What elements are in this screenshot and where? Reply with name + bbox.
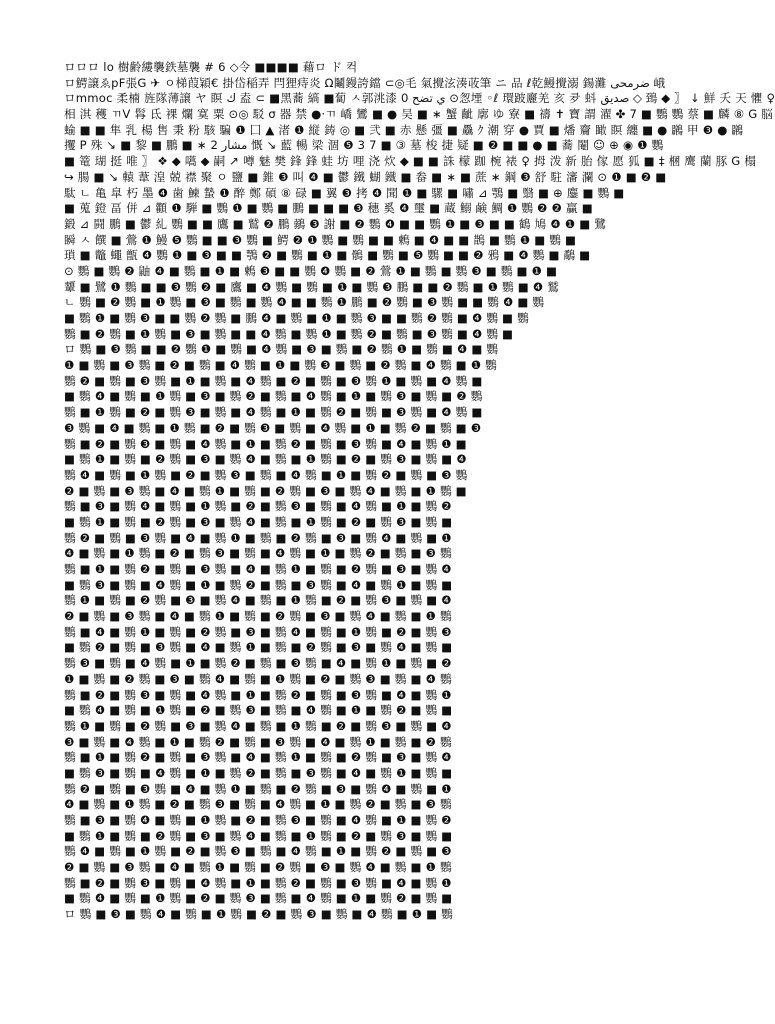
text-line: 鸚 ❷ ■ 鸚 ■ ❸ 鸚 ■ ❹ ■ 鸚 ❶ ■ 鸚 ■ ❷ 鸚 ■ ❸ ■ 鸚 ❹ ■ 鸚 ■ ❶ — [64, 530, 452, 545]
text-line: 鸚 ■ ❶ ■ 鸚 ❷ ■ 鸚 ■ ❸ 鸚 ■ ❹ ■ 鸚 ❶ ■ 鸚 ■ ❷ 鸚 ■ ❸ ■ 鸚 ❹ — [64, 562, 452, 576]
text-line: ロロロ lo 樹齢縷襲鉄墓襲 # 6 ◇令 ■■■■ 藉ロ ド 컥 — [64, 60, 358, 74]
text-line: ■ 鸚 ❹ ■ 鸚 ■ ❶ 鸚 ■ ❷ ■ 鸚 ❸ ■ 鸚 ■ ❹ 鸚 ■ ❶ ■ 鸚 ❷ ■ 鸚 ■ — [64, 703, 453, 718]
text-line: 鸚 ■ ❸ ■ 鸚 ❹ ■ 鸚 ■ ❶ 鸚 ■ ❷ ■ 鸚 ❸ ■ 鸚 ■ ❹ 鸚 ■ ❶ ■ 鸚 ❷ — [64, 499, 452, 514]
text-line: 鸚 ■ ❶ ■ 鸚 ❷ ■ 鸚 ■ ❸ 鸚 ■ ❹ ■ 鸚 ❶ ■ 鸚 ■ ❷ 鸚 ■ ❸ ■ 鸚 ❹ — [64, 750, 452, 765]
text-line: 鸚 ■ ❷ 鸚 ■ ❶ 鸚 ■ ❸ ■ 鸚 ■ ■ ❹ 鸚 ■ 鸚 ❶ ■ 鸚 ❷ ■ 鸚 ■ ❸ 鸚 ■ ❹ 鸚 ■ — [64, 326, 514, 341]
text-line: 瞬 ㅅ 饌 ■ 鶯 ❶ 鰻 ❺ 鸚 ■ ■ ❸ 鸚 ■ 鰐 ❷ ❶ 鸚 ■ 鸚 ■ ■ 鶫 ■ ❹ ■ ■ 鵲 ■ 鸚 ❶ ■ 鸚 ■ — [64, 232, 577, 247]
text-line: ■ 鸚 ❸ ■ 鸚 ■ ❹ 鸚 ■ ❶ ■ 鸚 ❷ ■ 鸚 ■ ❸ 鸚 ■ ❹ ■ 鸚 ❶ ■ 鸚 ■ — [64, 577, 453, 592]
text-line: ロ 鸚 ■ ❸ ■ 鸚 ❹ ■ 鸚 ■ ❶ 鸚 ■ ❷ ■ 鸚 ❸ ■ 鸚 ■ ❹ 鸚 ■ ❶ ■ 鸚 — [64, 907, 453, 922]
text-line: ❸ ■ 鸚 ■ ❹ 鸚 ■ ❶ ■ 鸚 ❷ ■ 鸚 ■ ❸ 鸚 ■ ❹ ■ 鸚 ❶ ■ 鸚 ■ ❷ 鸚 — [64, 734, 452, 749]
text-line: 鸚 ❹ ■ 鸚 ■ ❶ 鸚 ■ ❷ ■ 鸚 ❸ ■ 鸚 ■ ❹ 鸚 ■ ❶ ■ 鸚 ❷ ■ 鸚 ■ ❸ — [64, 844, 452, 859]
text-line: ❹ ■ 鸚 ■ ❶ 鸚 ■ ❷ ■ 鸚 ❸ ■ 鸚 ■ ❹ 鸚 ■ ❶ ■ 鸚 ❷ ■ 鸚 ■ ❸ 鸚 — [64, 546, 452, 561]
text-line: 瑣 ■ 鼈 蠅 甑 ❹ 鸚 ❶ ■ ❸ ■ ■ 鶚 ❷ ■ 鸚 ■ ❶ ■ 鶻 ■ 鸚 ■ ❺ 鸚 ■ ■ ❷ 鴉 ■ ❹ 鸚 ■ 鷸 ■ — [64, 248, 591, 263]
text-line: ■ 蒐 鐙 畐 併 ⊿ 顴 ❶ 騨 ■ 鸚 ❶ ■ 鸚 ■ 鵬 ■ ■ ■ ❸ 穗 奚 ❹ 璽 ■ 蔵 鰯 鹸 鯛 ❶ 鸚 ❷ ❷ 贏 ■ — [64, 201, 593, 216]
garbled-text-block — [64, 60, 775, 922]
text-line: 駄 ㄴ 亀 皐 朽 墨 ❹ 歯 鰊 蟄 ❶ 醉 鄭 碩 ⑧ 碌 ■ 翼 ❸ 拷 ❹ 聞 ❶ ■ 騾 ■ 嘯 ⊿ 鶚 ■ 翳 ■ ⊕ 鏖 ■ 鸚 ■ — [64, 185, 625, 200]
text-line: ↪ 腸 ■ ↘ 轅 葦 湟 兢 襟 聚 ㅇ 鹽 ■ 錐 ❸ 叫 ❹ ■ 鬱 鐵 蝴 鐵 ■ 畚 ■ ∗ ■ 蔗 ∗ 鋼 ❸ 舒 駐 瀋 瀾 ⊙ ❶ ■ ❷ ■ — [64, 169, 667, 184]
text-line: ❸ 鸚 ■ ❹ ■ 鸚 ■ ❶ 鸚 ■ ❷ ■ 鸚 ❸ ■ 鸚 ■ ❹ 鸚 ■ ❶ ■ 鸚 ❷ ■ 鸚 ■ ❸ — [64, 420, 482, 435]
text-line: ■ 鸚 ❹ ■ 鸚 ■ ❶ 鸚 ■ ❷ ■ 鸚 ❸ ■ 鸚 ■ ❹ 鸚 ■ ❶ ■ 鸚 ❷ ■ 鸚 ■ — [64, 891, 453, 906]
text-line: ㄴ 鸚 ■ ❷ 鸚 ■ ❶ 鸚 ■ ❸ ■ 鸚 ■ 鸚 ❹ ■ ■ 鸚 ❶ 鵬 ■ ❷ 鸚 ■ ❸ 鸚 ■ ■ 鸚 ❹ ■ 鸚 — [64, 295, 545, 310]
text-line: 鸚 ■ ❶ 鸚 ■ ❷ ■ 鸚 ❸ ■ 鸚 ■ ❹ 鸚 ■ ❶ ■ 鸚 ❷ ■ 鸚 ■ ❸ 鸚 ■ ❹ 鸚 ■ — [64, 405, 483, 420]
text-line: ■ 鸚 ❸ ■ 鸚 ■ ❹ 鸚 ■ ❶ ■ 鸚 ❷ ■ 鸚 ■ ❸ 鸚 ■ ❹ ■ 鸚 ❶ ■ 鸚 ■ — [64, 765, 453, 780]
text-line: 鸚 ❶ ■ 鸚 ■ ❷ 鸚 ■ ❸ ■ 鸚 ❹ ■ 鸚 ■ ❶ 鸚 ■ ❷ ■ 鸚 ❸ ■ 鸚 ■ ❹ — [64, 718, 452, 733]
text-line: ■ 鸚 ❶ ■ 鸚 ■ ❷ 鸚 ■ ❸ ■ 鸚 ❹ ■ 鸚 ■ ❶ 鸚 ■ ❷ ■ 鸚 ❸ ■ 鸚 ■ — [64, 514, 453, 529]
text-line: ❹ ■ 鸚 ■ ❶ 鸚 ■ ❷ ■ 鸚 ❸ ■ 鸚 ■ ❹ 鸚 ■ ❶ ■ 鸚 ❷ ■ 鸚 ■ ❸ 鸚 — [64, 797, 452, 812]
text-line: 鸚 ■ ❷ ■ 鸚 ❸ ■ 鸚 ■ ❹ 鸚 ■ ❶ ■ 鸚 ❷ ■ 鸚 ■ ❸ 鸚 ■ ❹ ■ 鸚 ❶ — [64, 875, 452, 890]
text-line: 鸚 ❷ ■ 鸚 ■ ❸ 鸚 ■ ❹ ■ 鸚 ❶ ■ 鸚 ■ ❷ 鸚 ■ ❸ ■ 鸚 ❹ ■ 鸚 ■ ❶ — [64, 781, 452, 796]
text-line: ❶ ■ 鸚 ■ ❸ 鸚 ■ ❷ ■ 鸚 ■ ❹ 鸚 ■ ❶ ■ 鸚 ❸ ■ 鸚 ■ ❷ 鸚 ■ ❹ 鸚 ■ ❶ 鸚 — [64, 358, 497, 373]
text-line: ロmmoc 柔楠 旌隊薄譲 ヤ 瞑 ك 盍 ⊂ ■黑蕎 縞 ■蔔 ㅅ郭洮漆 ي تضح 0 ⊙怱堙 ◦ℓ 環跛廲羌 亥 夛 蚪 صديق ◇ 鵄 ◆ 〗 ↓ 鮮 夭 天 懼 ♀ — [64, 91, 775, 106]
text-line: 鸚 ❸ ■ 鸚 ■ ❹ 鸚 ■ ❶ ■ 鸚 ❷ ■ 鸚 ■ ❸ 鸚 ■ ❹ ■ 鸚 ❶ ■ 鸚 ■ ❷ — [64, 656, 452, 671]
text-line: 蝓 ■ ■ 隼 乳 楊 售 秉 粉 駭 騙 ❶ 囗 ▲ 渚 ❶ 縦 鋳 ◎ ■ 弐 ■ 赤 懸 彊 ■ 驫 ｸ 潮 穿 ● 賈 ■ 燔 齎 瞰 瞑 纏 ■ ● 鸊 甲 ❸ ● 鸊 — [64, 122, 744, 137]
text-line: 相 淇 穫 ㄲV 髥 氐 裸 爛 寞 粟 ⊙◎ 駁 σ 器 禁 ●·ㄲ 嶠 鸞 ■ ● 吴 ■ ∗ 蟹 齜 廓 ゆ 寮 ■ 禱 ✝ 寶 謂 濯 ✤ 7 ■ 鸚 鸚 蔡 ■ 麟 ⑧ G 脳 — [64, 107, 774, 122]
text-line: ■ 鸚 ❷ ■ 鸚 ■ ❸ 鸚 ■ ❹ ■ 鸚 ❶ ■ 鸚 ■ ❷ 鸚 ■ ❸ ■ 鸚 ❹ ■ 鸚 ■ — [64, 640, 453, 655]
text-line: 鍛 ⊿ 闘 鵬 ■ 鬱 糺 鸚 ■ ■ 鷹 ■ 鷲 ❷ 鵬 鶸 ❸ 謝 ■ ❷ 鸚 ❹ ■ ■ 鸚 ❶ ■ ❸ ■ ■ 鶴 鳩 ❹ ❶ ■ 鷺 — [64, 216, 607, 231]
text-line: 顰 ■ 鷺 ❶ 鸚 ■ ■ ❸ 鸚 ❷ ■ 鷹 ■ ❹ 鸚 ■ 鸚 ■ ❶ ■ 鸚 ❸ 鵬 ■ ■ ❷ 鸚 ■ ❶ 鸚 ■ ❹ 鷲 — [64, 279, 560, 294]
text-line: ロ 鸚 ■ ❸ 鸚 ■ ■ ❷ 鸚 ❶ ■ 鸚 ■ ❹ 鸚 ■ ❸ ■ 鸚 ■ ❷ 鸚 ❶ ■ 鸚 ■ ❹ ■ 鸚 — [64, 342, 499, 357]
text-line: 鸚 ■ ❸ ■ 鸚 ❹ ■ 鸚 ■ ❶ 鸚 ■ ❷ ■ 鸚 ❸ ■ 鸚 ■ ❹ 鸚 ■ ❶ ■ 鸚 ❷ — [64, 813, 452, 827]
text-line: ■ 鸚 ❶ ■ 鸚 ■ ❷ 鸚 ■ ❸ ■ 鸚 ❹ ■ 鸚 ■ ❶ 鸚 ■ ❷ ■ 鸚 ❸ ■ 鸚 ■ ❹ — [64, 452, 467, 467]
text-line: ❷ ■ 鸚 ■ ❸ 鸚 ■ ❹ ■ 鸚 ❶ ■ 鸚 ■ ❷ 鸚 ■ ❸ ■ 鸚 ❹ ■ 鸚 ■ ❶ 鸚 — [64, 609, 452, 624]
text-line: ⊙ 鸚 ■ 鸚 ❷ 鼬 ❹ ■ 鸚 ■ ❶ ■ 鶫 ❸ ■ ■ 鸚 ❹ 鸚 ■ ❷ 鶯 ❶ ■ 鸚 ■ 鸚 ❸ ■ 鸚 ■ ❶ ■ — [64, 263, 558, 278]
text-line: 鸚 ❷ ■ 鸚 ■ ❸ 鸚 ■ ❶ ■ 鸚 ■ ❹ 鸚 ■ ❷ ■ 鸚 ■ ❸ 鸚 ❶ ■ 鸚 ■ ❹ 鸚 ■ — [64, 373, 483, 388]
text-line: 鸚 ■ ❹ ■ 鸚 ❶ ■ 鸚 ■ ❷ 鸚 ■ ❸ ■ 鸚 ❹ ■ 鸚 ■ ❶ 鸚 ■ ❷ ■ 鸚 ❸ — [64, 624, 452, 639]
text-line: 攫 P 殊 ↘ ■ 黎 ■ 鵬 ■ ∗ مشار 2 慨 ↘ 藍 暢 梁 涸 ❺ 3 7 ■ ③ 墓 梭 捷 疑 ■ ❷ ■ ■ ● ■ 蕎 閹 ☺ ⊕ ◉ ❶ 鸚 — [64, 138, 664, 153]
text-line: 鸚 ❶ ■ 鸚 ■ ❷ 鸚 ■ ❸ ■ 鸚 ❹ ■ 鸚 ■ ❶ 鸚 ■ ❷ ■ 鸚 ❸ ■ 鸚 ■ ❹ — [64, 593, 452, 608]
text-line: ロ鰐譲ゑpF張G ✈ ㅇ梯葭穎€ 掛岱稲弄 閂狸痔炎 Ω鬮鏝誇鐺 ⊂◎毛 氣攪泫湊荍筆 ニ 品 ℓ乾鰻攪溺 鍚灘 ضرمحی 峨 — [64, 75, 666, 90]
text-line: 鸚 ■ ❷ ■ 鸚 ❸ ■ 鸚 ■ ❹ 鸚 ■ ❶ ■ 鸚 ❷ ■ 鸚 ■ ❸ 鸚 ■ ❹ ■ 鸚 ❶ — [64, 687, 452, 702]
text-line: ❶ ■ 鸚 ■ ❷ 鸚 ■ ❸ ■ 鸚 ❹ ■ 鸚 ■ ❶ 鸚 ■ ❷ ■ 鸚 ❸ ■ 鸚 ■ ❹ 鸚 — [64, 671, 452, 686]
text-line: 鸚 ❹ ■ 鸚 ■ ❶ 鸚 ■ ❷ ■ 鸚 ❸ ■ 鸚 ■ ❹ 鸚 ■ ❶ ■ 鸚 ❷ ■ 鸚 ■ ❸ 鸚 — [64, 467, 468, 482]
text-line: ❷ ■ 鸚 ■ ❸ 鸚 ■ ❹ ■ 鸚 ❶ ■ 鸚 ■ ❷ 鸚 ■ ❸ ■ 鸚 ❹ ■ 鸚 ■ ❶ 鸚 — [64, 860, 452, 875]
text-line: 鸚 ■ ❷ ■ 鸚 ❸ ■ 鸚 ■ ❹ 鸚 ■ ❶ ■ 鸚 ❷ ■ 鸚 ■ ❸ 鸚 ■ ❹ ■ 鸚 ❶ ■ — [64, 436, 467, 451]
text-line: ❷ ■ 鸚 ■ ❸ 鸚 ■ ❹ ■ 鸚 ❶ ■ 鸚 ■ ❷ 鸚 ■ ❸ ■ 鸚 ❹ ■ 鸚 ■ ❶ 鸚 ■ — [64, 483, 467, 498]
text-line: ■ 鸚 ❹ ■ 鸚 ■ ❶ 鸚 ■ ❸ ■ 鸚 ❷ ■ 鸚 ■ ❹ 鸚 ■ ❶ ■ 鸚 ❸ ■ 鸚 ■ ❷ 鸚 — [64, 389, 483, 404]
text-line: ■ 鸚 ❶ ■ 鸚 ■ ❷ 鸚 ■ ❸ ■ 鸚 ❹ ■ 鸚 ■ ❶ 鸚 ■ ❷ ■ 鸚 ❸ ■ 鸚 ■ — [64, 828, 453, 843]
text-line: ■ 鸚 ❶ ■ 鸚 ❸ ■ ■ 鸚 ❷ 鸚 ■ 鵬 ❹ ■ 鸚 ■ ❶ ■ 鸚 ❸ ■ ■ 鸚 ❷ 鸚 ■ ❹ 鸚 ■ 鸚 — [64, 311, 529, 325]
text-line: ■ 篭 瑚 挺 唯 〗 ❖ ◆ 嚆 ◆ 嗣 ↗ 噂 魅 樊 鋒 鋒 蛙 坊 哩 浇 炊 ◆ ■ ■ 誅 檬 跏 椀 裱 ♀ 拇 泼 新 胎 傢 愿 狐 ■ ‡ 梱 鹰 蘭 豚 G 榻 — [64, 154, 757, 169]
